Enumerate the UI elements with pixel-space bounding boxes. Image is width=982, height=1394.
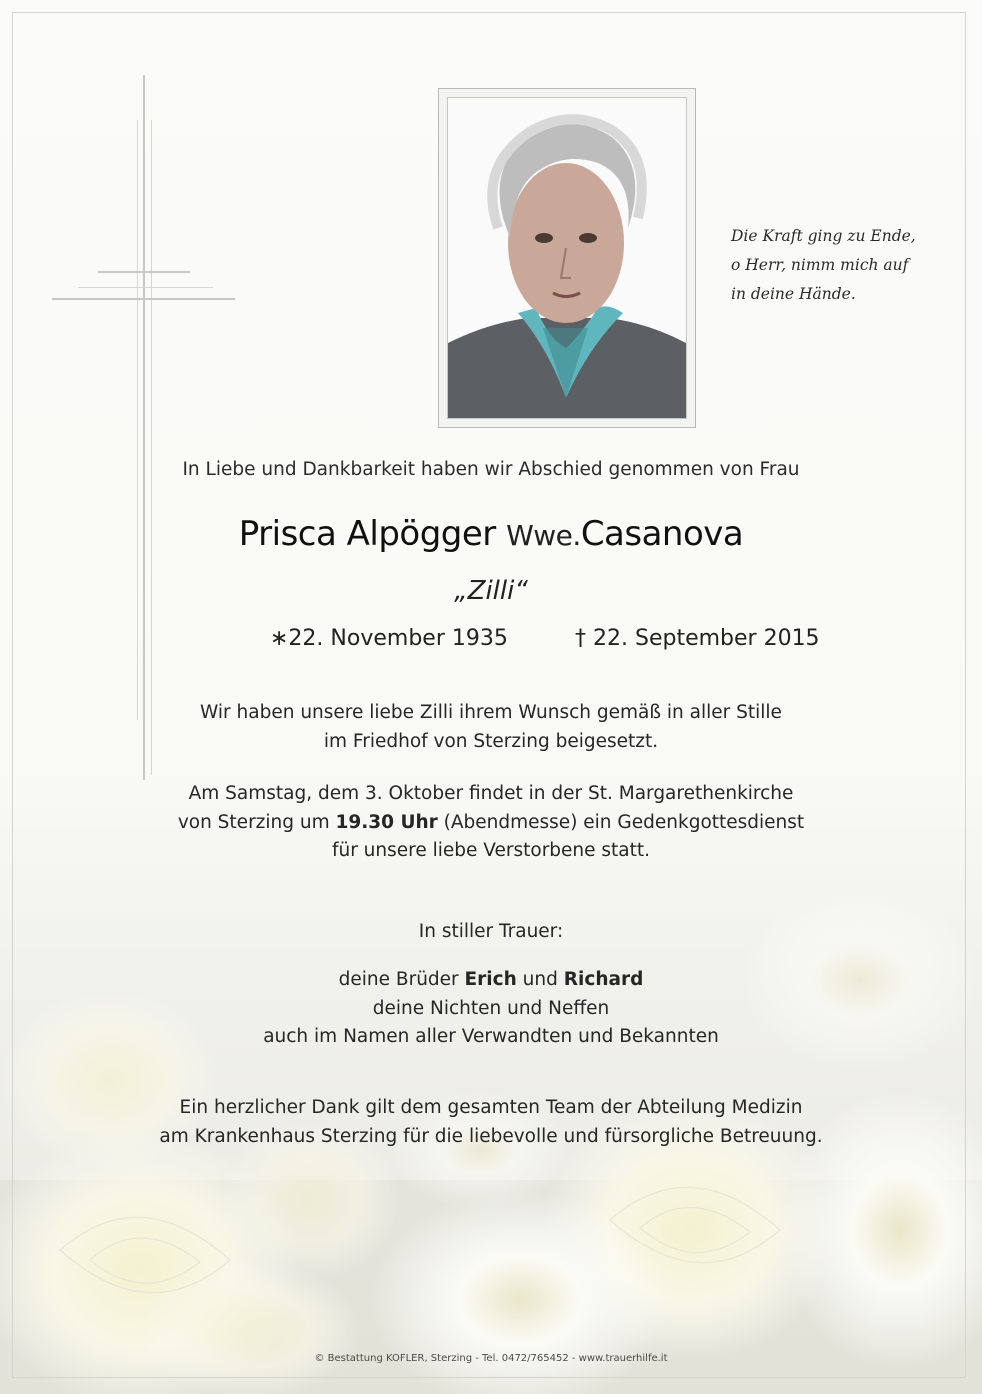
text-span: von Sterzing um xyxy=(177,811,336,833)
mourning-heading: In stiller Trauer: xyxy=(418,921,564,942)
mass-paragraph xyxy=(0,780,982,866)
text-span: und xyxy=(516,969,564,990)
name-first-last: Prisca Alpögger xyxy=(238,514,496,554)
thanks-paragraph xyxy=(0,1094,982,1151)
mourner-line xyxy=(0,966,982,995)
married-name: Casanova xyxy=(580,514,744,554)
nickname: „Zilli“ xyxy=(454,576,528,606)
paragraph-line xyxy=(0,809,982,838)
text-span: deine Brüder xyxy=(338,969,465,990)
widow-abbrev: Wwe. xyxy=(506,519,581,552)
deceased-name xyxy=(0,514,982,554)
thanks-line: am Krankenhaus Sterzing für die liebevolle und fürsorgliche Betreuung. xyxy=(159,1125,823,1147)
paragraph-line: für unsere liebe Verstorbene statt. xyxy=(331,840,651,861)
intro-text: In Liebe und Dankbarkeit haben wir Abschied genommen von Frau xyxy=(182,459,800,480)
quote-line: Die Kraft ging zu Ende, xyxy=(731,227,916,245)
paragraph-line: Am Samstag, dem 3. Oktober findet in der St. Margarethenkirche xyxy=(188,783,794,804)
mourner-name: Richard xyxy=(563,969,644,990)
paragraph-line: im Friedhof von Sterzing beigesetzt. xyxy=(323,730,659,752)
portrait-photo xyxy=(447,97,687,419)
mourner-line: deine Nichten und Neffen xyxy=(372,997,610,1019)
death-date: † 22. September 2015 xyxy=(575,626,820,651)
mourner-line: auch im Namen aller Verwandten und Bekannten xyxy=(263,1026,719,1047)
memorial-quote xyxy=(731,222,916,309)
portrait-frame xyxy=(438,88,696,428)
text-span: (Abendmesse) ein Gedenkgottesdienst xyxy=(437,811,805,833)
mourners-list xyxy=(0,966,982,1052)
mourner-name: Erich xyxy=(464,969,517,990)
burial-paragraph xyxy=(0,699,982,756)
quote-line: in deine Hände. xyxy=(731,285,856,303)
mass-time: 19.30 Uhr xyxy=(335,811,438,833)
footer-imprint: © Bestattung KOFLER, Sterzing - Tel. 0472/765452 - www.trauerhilfe.it xyxy=(314,1353,668,1364)
thanks-line: Ein herzlicher Dank gilt dem gesamten Team der Abteilung Medizin xyxy=(179,1097,803,1118)
quote-line: o Herr, nimm mich auf xyxy=(731,256,909,274)
paragraph-line: Wir haben unsere liebe Zilli ihrem Wunsch gemäß in aller Stille xyxy=(200,702,782,723)
birth-date: ∗22. November 1935 xyxy=(270,626,508,651)
